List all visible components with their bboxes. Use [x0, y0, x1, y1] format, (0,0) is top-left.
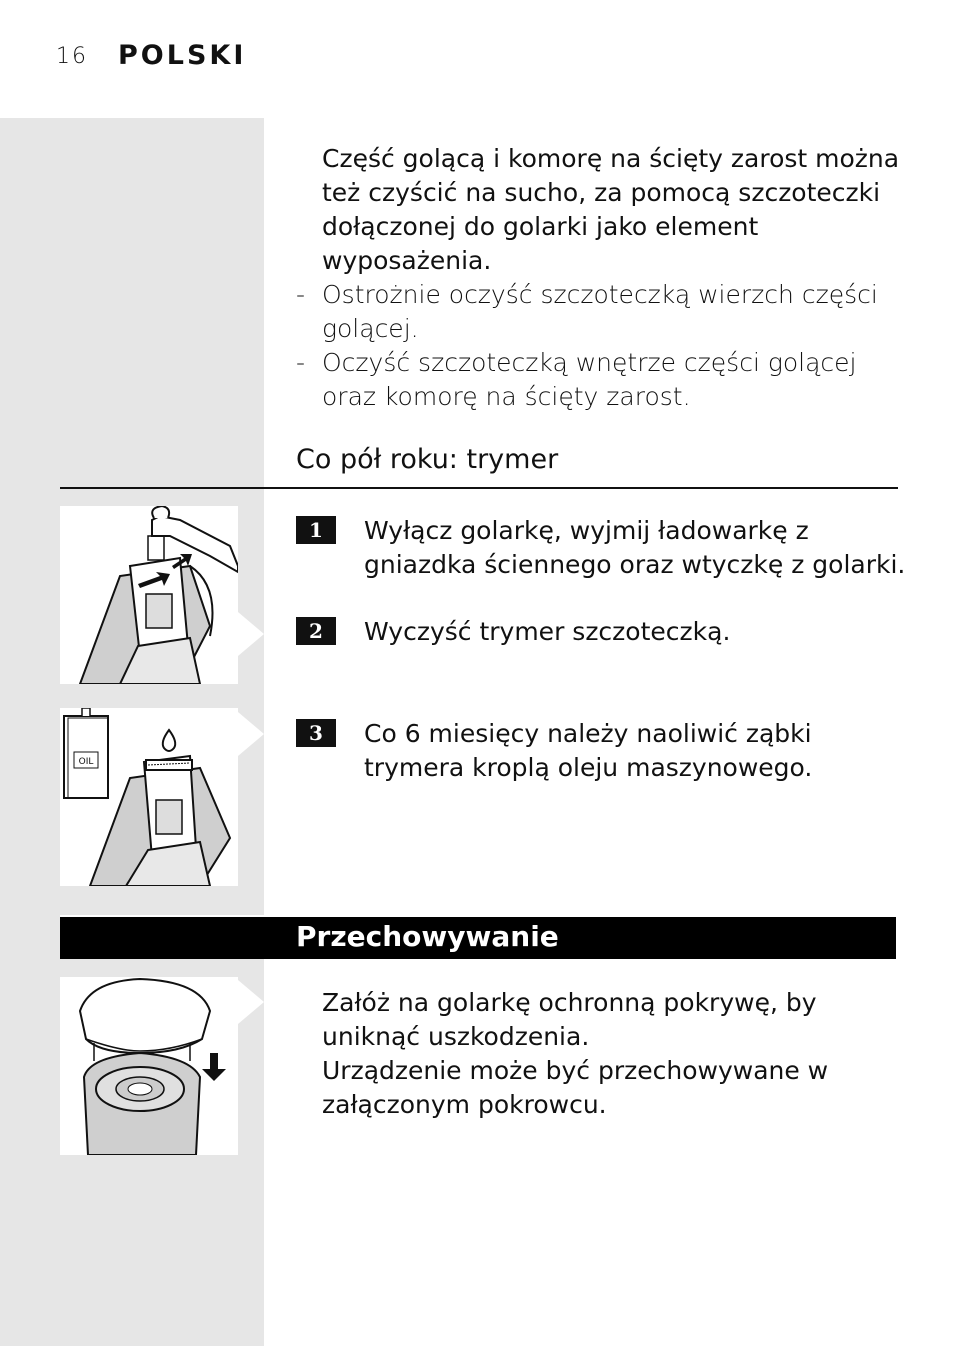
- trimmer-heading: Co pół roku: trymer: [296, 444, 559, 475]
- intro-paragraph: Część golącą i komorę na ścięty zarost można też czyścić na sucho, za pomocą szczoteczki dołączonej do golarki jako element wyposażenia.: [322, 144, 900, 275]
- shaver-brush-icon: [60, 506, 238, 684]
- bullet-dash: -: [296, 348, 306, 377]
- shaver-oil-icon: [60, 708, 238, 886]
- storage-heading: Przechowywanie: [296, 920, 559, 953]
- illustration-pointer: [238, 712, 264, 756]
- bullet-item: [296, 346, 916, 414]
- step-text: Wyczyść trymer szczoteczką.: [364, 617, 731, 646]
- storage-paragraph: [322, 986, 882, 1122]
- page-language-title: POLSKI: [118, 40, 247, 71]
- page-number: 16: [56, 44, 88, 69]
- illustration-pointer: [238, 612, 264, 656]
- step-text: Co 6 miesięcy należy naoliwić ząbki trymera kroplą oleju maszynowego.: [364, 719, 813, 782]
- protective-cap-illustration: [60, 977, 238, 1155]
- oil-label: OIL: [78, 757, 94, 767]
- bullet-text: Ostrożnie oczyść szczoteczką wierzch części golącej.: [322, 280, 878, 343]
- bullet-text: Oczyść szczoteczką wnętrze części golącej oraz komorę na ścięty zarost.: [322, 348, 857, 411]
- step-item: [296, 615, 906, 649]
- bullet-item: [296, 278, 916, 346]
- trimmer-oil-illustration: [60, 708, 238, 886]
- bullet-dash: -: [296, 280, 306, 309]
- step-item: [296, 514, 906, 582]
- step-number: 1: [296, 516, 336, 544]
- step-item: [296, 717, 906, 785]
- step-number: 3: [296, 719, 336, 747]
- shaver-cap-icon: [60, 977, 238, 1155]
- illustration-pointer: [238, 980, 264, 1024]
- trimmer-brush-illustration: [60, 506, 238, 684]
- storage-paragraph-1: Załóż na golarkę ochronną pokrywę, by uniknąć uszkodzenia.: [322, 988, 817, 1051]
- section-divider: [60, 487, 898, 489]
- step-number: 2: [296, 617, 336, 645]
- step-text: Wyłącz golarkę, wyjmij ładowarkę z gniazdka ściennego oraz wtyczkę z golarki.: [364, 516, 906, 579]
- storage-heading-bar: [60, 915, 896, 959]
- storage-paragraph-2: Urządzenie może być przechowywane w załączonym pokrowcu.: [322, 1056, 829, 1119]
